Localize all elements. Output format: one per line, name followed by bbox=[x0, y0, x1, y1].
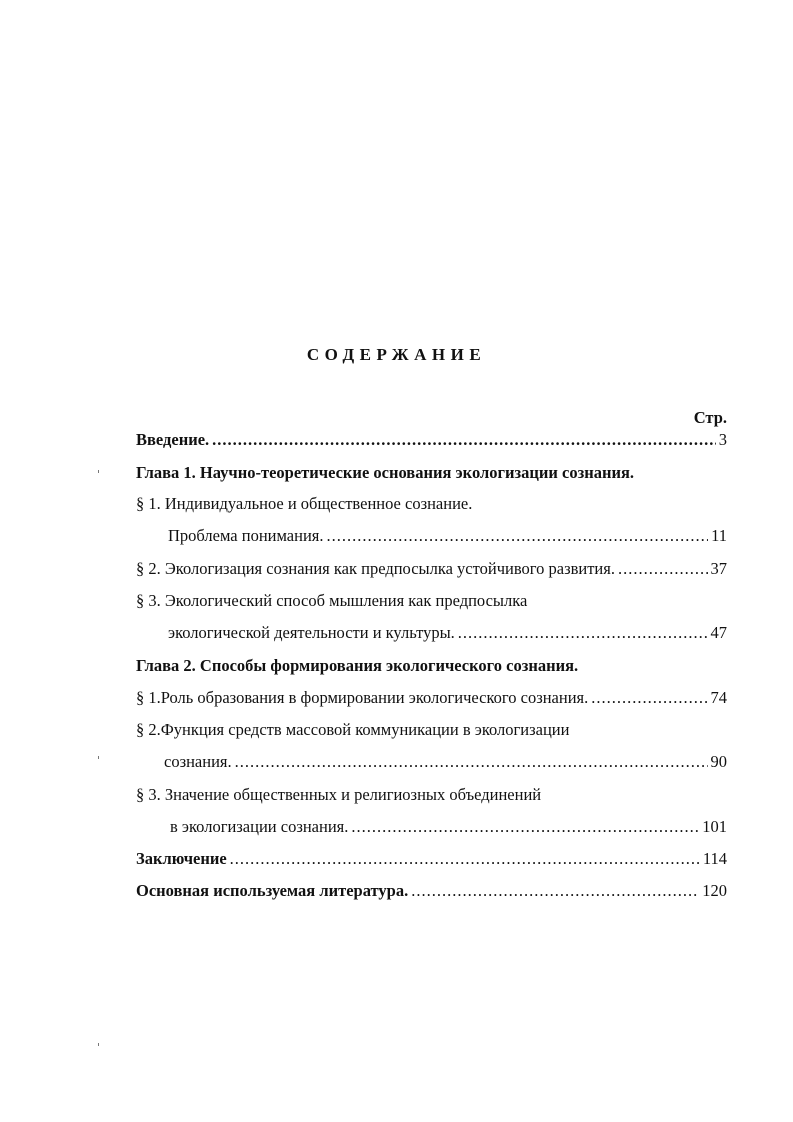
toc-label: Глава 1. Научно-теоретические основания экологизации сознания. bbox=[136, 463, 635, 482]
toc-page-number: 47 bbox=[710, 623, 727, 642]
toc-page-number: 114 bbox=[702, 849, 727, 868]
toc-page-number: 120 bbox=[702, 881, 727, 900]
toc-entry-1-1-cont[interactable] bbox=[168, 526, 727, 546]
toc-entry-1-3[interactable] bbox=[136, 591, 727, 611]
toc-entry-2-3[interactable] bbox=[136, 785, 727, 805]
toc-entry-1-2[interactable] bbox=[136, 559, 727, 579]
toc-label: Заключение bbox=[136, 849, 227, 868]
dot-leader bbox=[591, 688, 707, 708]
page-column-label: Стр. bbox=[693, 408, 727, 427]
dot-leader bbox=[212, 430, 716, 450]
dot-leader bbox=[618, 559, 708, 579]
toc-entry-2-3-cont[interactable] bbox=[170, 817, 727, 837]
toc-label: § 2. Экологизация сознания как предпосылка устойчивого развития. bbox=[136, 559, 615, 578]
toc-page-number: 74 bbox=[710, 688, 727, 707]
scan-speck bbox=[98, 756, 99, 759]
toc-label: § 3. Значение общественных и религиозных объединений bbox=[136, 785, 542, 804]
toc-page-number: 3 bbox=[718, 430, 727, 449]
scan-speck bbox=[98, 470, 99, 473]
toc-label: Основная используемая литература. bbox=[136, 881, 409, 900]
dot-leader bbox=[351, 817, 699, 837]
toc-label: в экологизации сознания. bbox=[170, 817, 349, 836]
toc-page-number: 101 bbox=[702, 817, 727, 836]
toc-label: § 1.Роль образования в формировании экологического сознания. bbox=[136, 688, 589, 707]
toc-label: Введение. bbox=[136, 430, 210, 449]
dot-leader bbox=[327, 526, 709, 546]
toc-entry-conclusion[interactable] bbox=[136, 849, 727, 869]
toc-label: экологической деятельности и культуры. bbox=[168, 623, 455, 642]
dot-leader bbox=[411, 881, 699, 901]
scan-speck bbox=[98, 1043, 99, 1046]
toc-page-number: 37 bbox=[710, 559, 727, 578]
toc-page-number: 11 bbox=[711, 526, 727, 545]
dot-leader bbox=[230, 849, 700, 869]
page-title: СОДЕРЖАНИЕ bbox=[306, 345, 487, 364]
toc-entry-1-3-cont[interactable] bbox=[168, 623, 727, 643]
toc-label: § 3. Экологический способ мышления как предпосылка bbox=[136, 591, 528, 610]
toc-chapter-1[interactable] bbox=[136, 463, 727, 483]
toc-label: Глава 2. Способы формирования экологического сознания. bbox=[136, 656, 579, 675]
toc-entry-2-1[interactable] bbox=[136, 688, 727, 708]
toc-page-number: 90 bbox=[710, 752, 727, 771]
toc-chapter-2[interactable] bbox=[136, 656, 727, 676]
toc-entry-literature[interactable] bbox=[136, 881, 727, 901]
toc-label: § 2.Функция средств массовой коммуникации в экологизации bbox=[136, 720, 570, 739]
toc-entry-2-2-cont[interactable] bbox=[164, 752, 727, 772]
toc-entry-1-1[interactable] bbox=[136, 494, 727, 514]
toc-label: сознания. bbox=[164, 752, 232, 771]
toc-label: § 1. Индивидуальное и общественное сознание. bbox=[136, 494, 473, 513]
toc-label: Проблема понимания. bbox=[168, 526, 324, 545]
dot-leader bbox=[458, 623, 708, 643]
toc-entry-intro[interactable] bbox=[136, 430, 727, 450]
toc-entry-2-2[interactable] bbox=[136, 720, 727, 740]
dot-leader bbox=[235, 752, 708, 772]
